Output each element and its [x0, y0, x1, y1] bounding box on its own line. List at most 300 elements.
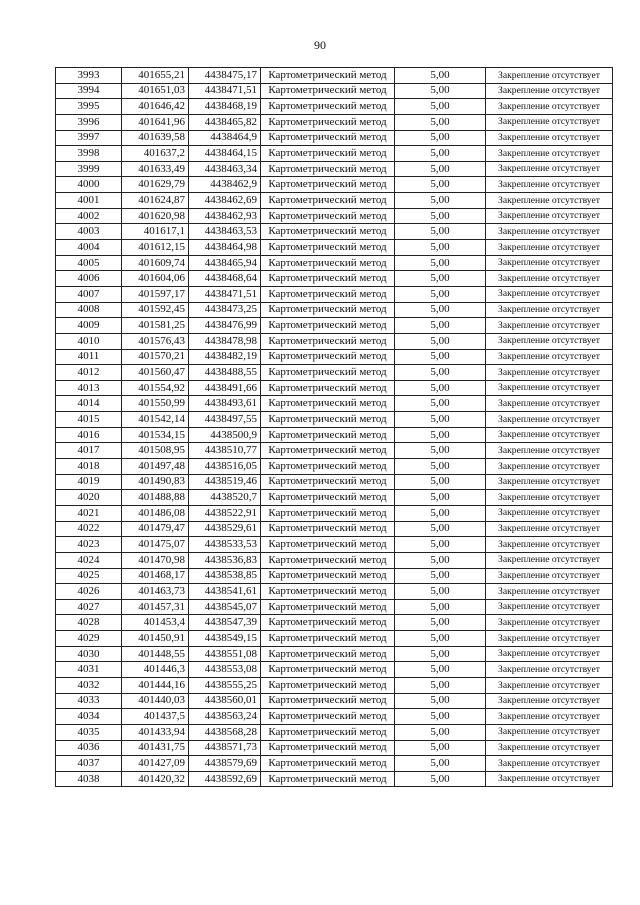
- x-coordinate-cell: 401446,3: [122, 662, 189, 678]
- fixing-cell: Закрепление отсутствует: [486, 333, 613, 349]
- accuracy-cell: 5,00: [395, 474, 486, 490]
- accuracy-cell: 5,00: [395, 146, 486, 162]
- table-row: [56, 490, 613, 506]
- y-coordinate-cell: 4438476,99: [189, 318, 261, 334]
- fixing-cell: Закрепление отсутствует: [486, 599, 613, 615]
- accuracy-cell: 5,00: [395, 599, 486, 615]
- point-number-cell: 4006: [56, 271, 122, 287]
- method-cell: Картометрический метод: [261, 552, 395, 568]
- fixing-cell: Закрепление отсутствует: [486, 537, 613, 553]
- method-cell: Картометрический метод: [261, 240, 395, 256]
- fixing-cell: Закрепление отсутствует: [486, 505, 613, 521]
- accuracy-cell: 5,00: [395, 333, 486, 349]
- point-number-cell: 4027: [56, 599, 122, 615]
- x-coordinate-cell: 401486,08: [122, 505, 189, 521]
- table-row: [56, 552, 613, 568]
- table-row: [56, 302, 613, 318]
- point-number-cell: 4008: [56, 302, 122, 318]
- accuracy-cell: 5,00: [395, 521, 486, 537]
- method-cell: Картометрический метод: [261, 505, 395, 521]
- table-row: [56, 443, 613, 459]
- method-cell: Картометрический метод: [261, 443, 395, 459]
- point-number-cell: 4030: [56, 646, 122, 662]
- table-row: [56, 365, 613, 381]
- y-coordinate-cell: 4438563,24: [189, 709, 261, 725]
- fixing-cell: Закрепление отсутствует: [486, 318, 613, 334]
- y-coordinate-cell: 4438478,98: [189, 333, 261, 349]
- accuracy-cell: 5,00: [395, 318, 486, 334]
- table-row: [56, 318, 613, 334]
- point-number-cell: 4001: [56, 193, 122, 209]
- table-row: [56, 631, 613, 647]
- y-coordinate-cell: 4438516,05: [189, 459, 261, 475]
- point-number-cell: 3995: [56, 99, 122, 115]
- method-cell: Картометрический метод: [261, 427, 395, 443]
- method-cell: Картометрический метод: [261, 709, 395, 725]
- table-row: [56, 286, 613, 302]
- y-coordinate-cell: 4438536,83: [189, 552, 261, 568]
- y-coordinate-cell: 4438538,85: [189, 568, 261, 584]
- accuracy-cell: 5,00: [395, 193, 486, 209]
- x-coordinate-cell: 401420,32: [122, 771, 189, 787]
- fixing-cell: Закрепление отсутствует: [486, 724, 613, 740]
- accuracy-cell: 5,00: [395, 396, 486, 412]
- point-number-cell: 4024: [56, 552, 122, 568]
- y-coordinate-cell: 4438522,91: [189, 505, 261, 521]
- x-coordinate-cell: 401427,09: [122, 756, 189, 772]
- accuracy-cell: 5,00: [395, 208, 486, 224]
- y-coordinate-cell: 4438464,15: [189, 146, 261, 162]
- y-coordinate-cell: 4438541,61: [189, 584, 261, 600]
- accuracy-cell: 5,00: [395, 552, 486, 568]
- y-coordinate-cell: 4438465,94: [189, 255, 261, 271]
- point-number-cell: 4003: [56, 224, 122, 240]
- point-number-cell: 4036: [56, 740, 122, 756]
- x-coordinate-cell: 401450,91: [122, 631, 189, 647]
- method-cell: Картометрический метод: [261, 631, 395, 647]
- table-row: [56, 771, 613, 787]
- x-coordinate-cell: 401617,1: [122, 224, 189, 240]
- point-number-cell: 4005: [56, 255, 122, 271]
- y-coordinate-cell: 4438533,53: [189, 537, 261, 553]
- method-cell: Картометрический метод: [261, 459, 395, 475]
- point-number-cell: 4022: [56, 521, 122, 537]
- table-row: [56, 114, 613, 130]
- fixing-cell: Закрепление отсутствует: [486, 771, 613, 787]
- x-coordinate-cell: 401629,79: [122, 177, 189, 193]
- y-coordinate-cell: 4438547,39: [189, 615, 261, 631]
- accuracy-cell: 5,00: [395, 68, 486, 84]
- y-coordinate-cell: 4438545,07: [189, 599, 261, 615]
- x-coordinate-cell: 401433,94: [122, 724, 189, 740]
- accuracy-cell: 5,00: [395, 161, 486, 177]
- accuracy-cell: 5,00: [395, 380, 486, 396]
- x-coordinate-cell: 401651,03: [122, 83, 189, 99]
- y-coordinate-cell: 4438488,55: [189, 365, 261, 381]
- table-row: [56, 724, 613, 740]
- point-number-cell: 4035: [56, 724, 122, 740]
- y-coordinate-cell: 4438549,15: [189, 631, 261, 647]
- table-row: [56, 568, 613, 584]
- accuracy-cell: 5,00: [395, 427, 486, 443]
- accuracy-cell: 5,00: [395, 130, 486, 146]
- accuracy-cell: 5,00: [395, 114, 486, 130]
- point-number-cell: 4020: [56, 490, 122, 506]
- point-number-cell: 4014: [56, 396, 122, 412]
- accuracy-cell: 5,00: [395, 693, 486, 709]
- x-coordinate-cell: 401597,17: [122, 286, 189, 302]
- point-number-cell: 4034: [56, 709, 122, 725]
- table-row: [56, 740, 613, 756]
- table-row: [56, 459, 613, 475]
- accuracy-cell: 5,00: [395, 349, 486, 365]
- fixing-cell: Закрепление отсутствует: [486, 146, 613, 162]
- accuracy-cell: 5,00: [395, 771, 486, 787]
- fixing-cell: Закрепление отсутствует: [486, 255, 613, 271]
- point-number-cell: 3999: [56, 161, 122, 177]
- accuracy-cell: 5,00: [395, 568, 486, 584]
- y-coordinate-cell: 4438510,77: [189, 443, 261, 459]
- accuracy-cell: 5,00: [395, 662, 486, 678]
- method-cell: Картометрический метод: [261, 584, 395, 600]
- table-row: [56, 130, 613, 146]
- fixing-cell: Закрепление отсутствует: [486, 349, 613, 365]
- x-coordinate-cell: 401444,16: [122, 677, 189, 693]
- point-number-cell: 4037: [56, 756, 122, 772]
- y-coordinate-cell: 4438463,53: [189, 224, 261, 240]
- y-coordinate-cell: 4438520,7: [189, 490, 261, 506]
- accuracy-cell: 5,00: [395, 709, 486, 725]
- x-coordinate-cell: 401633,49: [122, 161, 189, 177]
- table-row: [56, 677, 613, 693]
- point-number-cell: 4029: [56, 631, 122, 647]
- table-row: [56, 271, 613, 287]
- fixing-cell: Закрепление отсутствует: [486, 615, 613, 631]
- accuracy-cell: 5,00: [395, 756, 486, 772]
- y-coordinate-cell: 4438568,28: [189, 724, 261, 740]
- method-cell: Картометрический метод: [261, 271, 395, 287]
- method-cell: Картометрический метод: [261, 99, 395, 115]
- point-number-cell: 4021: [56, 505, 122, 521]
- y-coordinate-cell: 4438475,17: [189, 68, 261, 84]
- accuracy-cell: 5,00: [395, 505, 486, 521]
- y-coordinate-cell: 4438464,9: [189, 130, 261, 146]
- x-coordinate-cell: 401453,4: [122, 615, 189, 631]
- accuracy-cell: 5,00: [395, 255, 486, 271]
- point-number-cell: 4038: [56, 771, 122, 787]
- fixing-cell: Закрепление отсутствует: [486, 709, 613, 725]
- method-cell: Картометрический метод: [261, 255, 395, 271]
- y-coordinate-cell: 4438462,9: [189, 177, 261, 193]
- coordinates-table: [55, 67, 613, 787]
- fixing-cell: Закрепление отсутствует: [486, 83, 613, 99]
- x-coordinate-cell: 401646,42: [122, 99, 189, 115]
- y-coordinate-cell: 4438468,64: [189, 271, 261, 287]
- table-row: [56, 240, 613, 256]
- table-row: [56, 68, 613, 84]
- accuracy-cell: 5,00: [395, 240, 486, 256]
- point-number-cell: 3996: [56, 114, 122, 130]
- fixing-cell: Закрепление отсутствует: [486, 99, 613, 115]
- method-cell: Картометрический метод: [261, 83, 395, 99]
- method-cell: Картометрический метод: [261, 412, 395, 428]
- point-number-cell: 4011: [56, 349, 122, 365]
- y-coordinate-cell: 4438482,19: [189, 349, 261, 365]
- point-number-cell: 4013: [56, 380, 122, 396]
- table-row: [56, 146, 613, 162]
- point-number-cell: 4007: [56, 286, 122, 302]
- accuracy-cell: 5,00: [395, 459, 486, 475]
- method-cell: Картометрический метод: [261, 521, 395, 537]
- fixing-cell: Закрепление отсутствует: [486, 568, 613, 584]
- x-coordinate-cell: 401437,5: [122, 709, 189, 725]
- fixing-cell: Закрепление отсутствует: [486, 693, 613, 709]
- x-coordinate-cell: 401576,43: [122, 333, 189, 349]
- y-coordinate-cell: 4438468,19: [189, 99, 261, 115]
- y-coordinate-cell: 4438560,01: [189, 693, 261, 709]
- x-coordinate-cell: 401641,96: [122, 114, 189, 130]
- fixing-cell: Закрепление отсутствует: [486, 271, 613, 287]
- x-coordinate-cell: 401431,75: [122, 740, 189, 756]
- fixing-cell: Закрепление отсутствует: [486, 756, 613, 772]
- table-row: [56, 662, 613, 678]
- fixing-cell: Закрепление отсутствует: [486, 490, 613, 506]
- fixing-cell: Закрепление отсутствует: [486, 302, 613, 318]
- accuracy-cell: 5,00: [395, 99, 486, 115]
- x-coordinate-cell: 401637,2: [122, 146, 189, 162]
- method-cell: Картометрический метод: [261, 146, 395, 162]
- accuracy-cell: 5,00: [395, 631, 486, 647]
- fixing-cell: Закрепление отсутствует: [486, 224, 613, 240]
- table-row: [56, 756, 613, 772]
- accuracy-cell: 5,00: [395, 83, 486, 99]
- point-number-cell: 3997: [56, 130, 122, 146]
- x-coordinate-cell: 401490,83: [122, 474, 189, 490]
- accuracy-cell: 5,00: [395, 271, 486, 287]
- method-cell: Картометрический метод: [261, 130, 395, 146]
- method-cell: Картометрический метод: [261, 474, 395, 490]
- point-number-cell: 4031: [56, 662, 122, 678]
- y-coordinate-cell: 4438551,08: [189, 646, 261, 662]
- method-cell: Картометрический метод: [261, 208, 395, 224]
- y-coordinate-cell: 4438497,55: [189, 412, 261, 428]
- point-number-cell: 4010: [56, 333, 122, 349]
- fixing-cell: Закрепление отсутствует: [486, 459, 613, 475]
- table-row: [56, 161, 613, 177]
- fixing-cell: Закрепление отсутствует: [486, 552, 613, 568]
- fixing-cell: Закрепление отсутствует: [486, 521, 613, 537]
- fixing-cell: Закрепление отсутствует: [486, 396, 613, 412]
- method-cell: Картометрический метод: [261, 286, 395, 302]
- table-row: [56, 584, 613, 600]
- method-cell: Картометрический метод: [261, 537, 395, 553]
- x-coordinate-cell: 401508,95: [122, 443, 189, 459]
- x-coordinate-cell: 401470,98: [122, 552, 189, 568]
- fixing-cell: Закрепление отсутствует: [486, 208, 613, 224]
- y-coordinate-cell: 4438592,69: [189, 771, 261, 787]
- coordinates-table-body: [56, 68, 613, 787]
- fixing-cell: Закрепление отсутствует: [486, 193, 613, 209]
- table-row: [56, 224, 613, 240]
- y-coordinate-cell: 4438471,51: [189, 83, 261, 99]
- method-cell: Картометрический метод: [261, 349, 395, 365]
- x-coordinate-cell: 401448,55: [122, 646, 189, 662]
- fixing-cell: Закрепление отсутствует: [486, 631, 613, 647]
- accuracy-cell: 5,00: [395, 537, 486, 553]
- method-cell: Картометрический метод: [261, 68, 395, 84]
- table-row: [56, 99, 613, 115]
- method-cell: Картометрический метод: [261, 568, 395, 584]
- accuracy-cell: 5,00: [395, 584, 486, 600]
- table-row: [56, 349, 613, 365]
- method-cell: Картометрический метод: [261, 756, 395, 772]
- y-coordinate-cell: 4438571,73: [189, 740, 261, 756]
- x-coordinate-cell: 401639,58: [122, 130, 189, 146]
- accuracy-cell: 5,00: [395, 724, 486, 740]
- table-row: [56, 177, 613, 193]
- x-coordinate-cell: 401440,03: [122, 693, 189, 709]
- accuracy-cell: 5,00: [395, 490, 486, 506]
- point-number-cell: 4033: [56, 693, 122, 709]
- x-coordinate-cell: 401550,99: [122, 396, 189, 412]
- point-number-cell: 4025: [56, 568, 122, 584]
- accuracy-cell: 5,00: [395, 412, 486, 428]
- y-coordinate-cell: 4438579,69: [189, 756, 261, 772]
- x-coordinate-cell: 401534,15: [122, 427, 189, 443]
- y-coordinate-cell: 4438473,25: [189, 302, 261, 318]
- x-coordinate-cell: 401463,73: [122, 584, 189, 600]
- table-row: [56, 255, 613, 271]
- point-number-cell: 4023: [56, 537, 122, 553]
- accuracy-cell: 5,00: [395, 443, 486, 459]
- fixing-cell: Закрепление отсутствует: [486, 68, 613, 84]
- method-cell: Картометрический метод: [261, 771, 395, 787]
- method-cell: Картометрический метод: [261, 333, 395, 349]
- x-coordinate-cell: 401604,06: [122, 271, 189, 287]
- fixing-cell: Закрепление отсутствует: [486, 380, 613, 396]
- point-number-cell: 3994: [56, 83, 122, 99]
- accuracy-cell: 5,00: [395, 177, 486, 193]
- table-row: [56, 427, 613, 443]
- x-coordinate-cell: 401581,25: [122, 318, 189, 334]
- fixing-cell: Закрепление отсутствует: [486, 412, 613, 428]
- y-coordinate-cell: 4438462,93: [189, 208, 261, 224]
- y-coordinate-cell: 4438500,9: [189, 427, 261, 443]
- table-row: [56, 709, 613, 725]
- method-cell: Картометрический метод: [261, 302, 395, 318]
- fixing-cell: Закрепление отсутствует: [486, 427, 613, 443]
- y-coordinate-cell: 4438462,69: [189, 193, 261, 209]
- fixing-cell: Закрепление отсутствует: [486, 584, 613, 600]
- point-number-cell: 4015: [56, 412, 122, 428]
- accuracy-cell: 5,00: [395, 646, 486, 662]
- table-row: [56, 521, 613, 537]
- y-coordinate-cell: 4438493,61: [189, 396, 261, 412]
- method-cell: Картометрический метод: [261, 161, 395, 177]
- x-coordinate-cell: 401560,47: [122, 365, 189, 381]
- x-coordinate-cell: 401655,21: [122, 68, 189, 84]
- point-number-cell: 4017: [56, 443, 122, 459]
- fixing-cell: Закрепление отсутствует: [486, 662, 613, 678]
- point-number-cell: 4000: [56, 177, 122, 193]
- fixing-cell: Закрепление отсутствует: [486, 286, 613, 302]
- point-number-cell: 4012: [56, 365, 122, 381]
- method-cell: Картометрический метод: [261, 365, 395, 381]
- y-coordinate-cell: 4438519,46: [189, 474, 261, 490]
- table-row: [56, 646, 613, 662]
- method-cell: Картометрический метод: [261, 114, 395, 130]
- method-cell: Картометрический метод: [261, 693, 395, 709]
- method-cell: Картометрический метод: [261, 224, 395, 240]
- point-number-cell: 4028: [56, 615, 122, 631]
- page-number: 90: [314, 38, 326, 52]
- table-row: [56, 333, 613, 349]
- fixing-cell: Закрепление отсутствует: [486, 474, 613, 490]
- x-coordinate-cell: 401612,15: [122, 240, 189, 256]
- method-cell: Картометрический метод: [261, 193, 395, 209]
- x-coordinate-cell: 401609,74: [122, 255, 189, 271]
- method-cell: Картометрический метод: [261, 724, 395, 740]
- method-cell: Картометрический метод: [261, 318, 395, 334]
- point-number-cell: 4026: [56, 584, 122, 600]
- x-coordinate-cell: 401592,45: [122, 302, 189, 318]
- table-row: [56, 396, 613, 412]
- accuracy-cell: 5,00: [395, 677, 486, 693]
- table-row: [56, 599, 613, 615]
- x-coordinate-cell: 401497,48: [122, 459, 189, 475]
- y-coordinate-cell: 4438464,98: [189, 240, 261, 256]
- accuracy-cell: 5,00: [395, 615, 486, 631]
- y-coordinate-cell: 4438555,25: [189, 677, 261, 693]
- x-coordinate-cell: 401620,98: [122, 208, 189, 224]
- fixing-cell: Закрепление отсутствует: [486, 161, 613, 177]
- x-coordinate-cell: 401457,31: [122, 599, 189, 615]
- y-coordinate-cell: 4438471,51: [189, 286, 261, 302]
- point-number-cell: 4018: [56, 459, 122, 475]
- method-cell: Картометрический метод: [261, 380, 395, 396]
- table-row: [56, 505, 613, 521]
- point-number-cell: 3993: [56, 68, 122, 84]
- method-cell: Картометрический метод: [261, 740, 395, 756]
- accuracy-cell: 5,00: [395, 365, 486, 381]
- method-cell: Картометрический метод: [261, 177, 395, 193]
- fixing-cell: Закрепление отсутствует: [486, 677, 613, 693]
- x-coordinate-cell: 401570,21: [122, 349, 189, 365]
- fixing-cell: Закрепление отсутствует: [486, 740, 613, 756]
- fixing-cell: Закрепление отсутствует: [486, 114, 613, 130]
- y-coordinate-cell: 4438463,34: [189, 161, 261, 177]
- table-row: [56, 537, 613, 553]
- fixing-cell: Закрепление отсутствует: [486, 177, 613, 193]
- table-row: [56, 693, 613, 709]
- point-number-cell: 3998: [56, 146, 122, 162]
- point-number-cell: 4016: [56, 427, 122, 443]
- method-cell: Картометрический метод: [261, 490, 395, 506]
- method-cell: Картометрический метод: [261, 615, 395, 631]
- x-coordinate-cell: 401468,17: [122, 568, 189, 584]
- x-coordinate-cell: 401488,88: [122, 490, 189, 506]
- accuracy-cell: 5,00: [395, 286, 486, 302]
- fixing-cell: Закрепление отсутствует: [486, 443, 613, 459]
- accuracy-cell: 5,00: [395, 302, 486, 318]
- x-coordinate-cell: 401479,47: [122, 521, 189, 537]
- accuracy-cell: 5,00: [395, 740, 486, 756]
- table-row: [56, 474, 613, 490]
- x-coordinate-cell: 401624,87: [122, 193, 189, 209]
- fixing-cell: Закрепление отсутствует: [486, 130, 613, 146]
- table-row: [56, 83, 613, 99]
- table-row: [56, 208, 613, 224]
